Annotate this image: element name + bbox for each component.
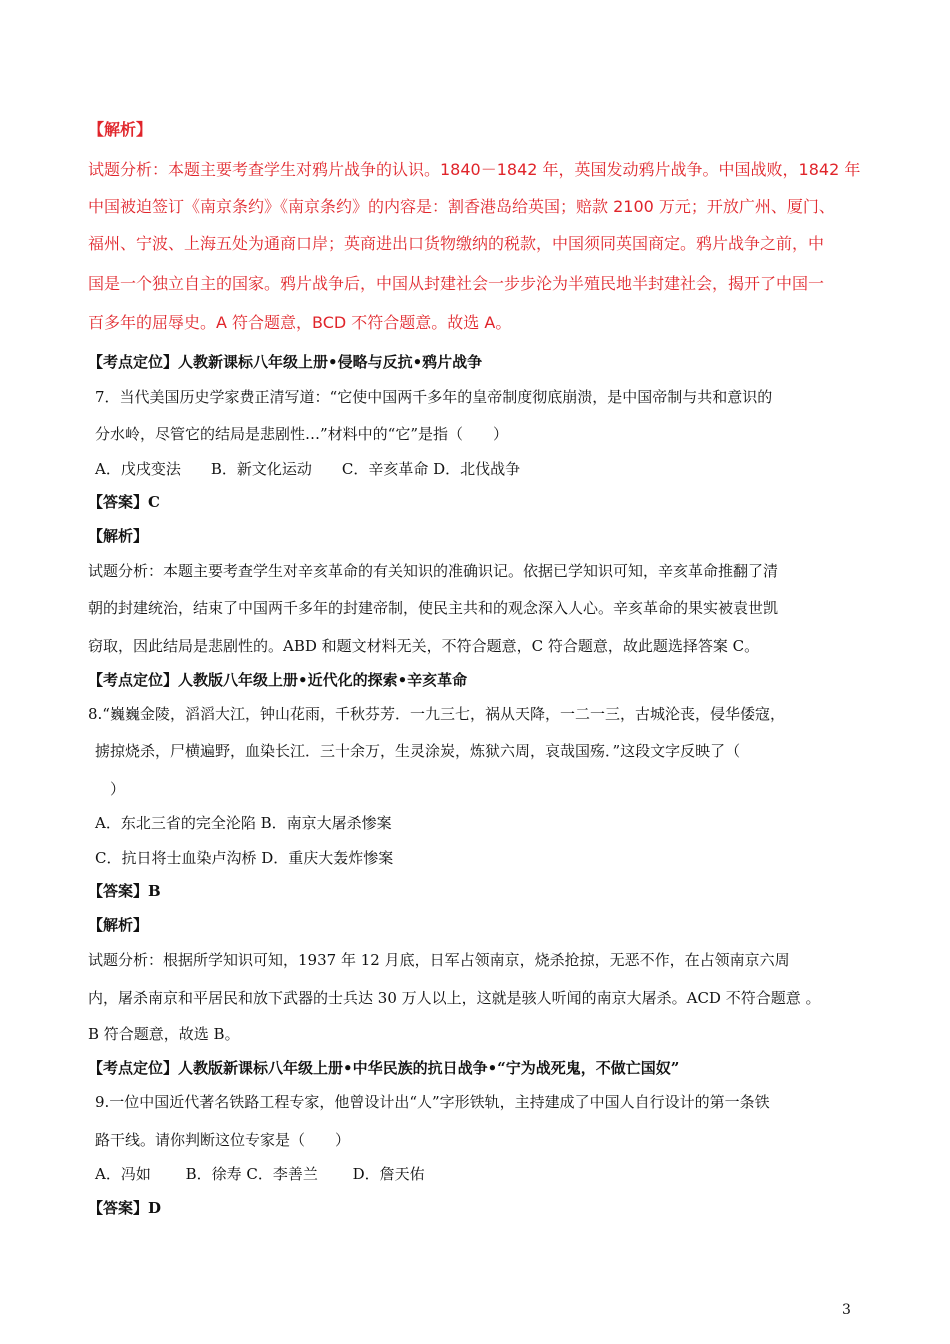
q8-analysis-line-1: 试题分析：根据所学知识可知，1937 年 12 月底，日军占领南京，烧杀抢掠，无恶不作，在占领南京六周 <box>88 951 790 969</box>
q6-kaodian: 【考点定位】人教新课标八年级上册•侵略与反抗•鸦片战争 <box>88 353 483 371</box>
q6-analysis-line-2: 中国被迫签订《南京条约》《南京条约》的内容是：割香港岛给英国；赔款 2100 万元；开放广州、厦门、 <box>88 197 835 216</box>
q9-options: A．冯如 B．徐寿 C．李善兰 D．詹天佑 <box>95 1165 425 1183</box>
q8-stem-line-2: 掳掠烧杀，尸横遍野，血染长江．三十余万，生灵涂炭，炼狱六周，哀哉国殇．”这段文字反映了（ <box>95 742 741 760</box>
q7-answer: 【答案】C <box>88 493 160 511</box>
q7-analysis-header: 【解析】 <box>88 527 149 545</box>
q8-option-line-2: C．抗日将士血染卢沟桥 D．重庆大轰炸惨案 <box>95 849 394 867</box>
q8-analysis-line-2: 内，屠杀南京和平居民和放下武器的士兵达 30 万人以上，这就是骇人听闻的南京大屠杀。ACD 不符合题意 。 <box>88 989 821 1007</box>
q7-analysis-line-2: 朝的封建统治，结束了中国两千多年的封建帝制，使民主共和的观念深入人心。辛亥革命的果实被袁世凯 <box>88 599 779 617</box>
q8-analysis-header: 【解析】 <box>88 916 149 934</box>
q8-stem-line-1: 8.“巍巍金陵，滔滔大江，钟山花雨，千秋芬芳．一九三七，祸从天降，一二一三，古城沦丧，侵华倭寇， <box>88 705 785 723</box>
q9-answer: 【答案】D <box>88 1199 162 1217</box>
q6-analysis-line-3: 福州、宁波、上海五处为通商口岸；英商进出口货物缴纳的税款，中国须同英国商定。鸦片战争之前，中 <box>88 234 825 253</box>
q7-stem-line-1: 7．当代美国历史学家费正清写道：“它使中国两千多年的皇帝制度彻底崩溃，是中国帝制与共和意识的 <box>95 388 773 406</box>
q8-analysis-line-3: B 符合题意，故选 B。 <box>88 1025 240 1043</box>
q7-analysis-line-3: 窃取，因此结局是悲剧性的。ABD 和题文材料无关，不符合题意，C 符合题意，故此题选择答案 C。 <box>88 637 760 655</box>
q6-analysis-line-1: 试题分析：本题主要考查学生对鸦片战争的认识。1840－1842 年，英国发动鸦片战争。中国战败，1842 年 <box>88 160 861 179</box>
q6-analysis-line-4: 国是一个独立自主的国家。鸦片战争后，中国从封建社会一步步沦为半殖民地半封建社会，揭开了中国一 <box>88 274 825 293</box>
page-number: 3 <box>842 1302 851 1318</box>
q8-option-line-1: A．东北三省的完全沦陷 B．南京大屠杀惨案 <box>95 814 392 832</box>
q8-kaodian: 【考点定位】人教版新课标八年级上册•中华民族的抗日战争•“宁为战死鬼，不做亡国奴” <box>88 1059 680 1077</box>
q7-stem-line-2: 分水岭，尽管它的结局是悲剧性…”材料中的“它”是指（ ） <box>95 425 509 443</box>
q8-answer: 【答案】B <box>88 882 161 900</box>
q6-analysis-line-5: 百多年的屈辱史。A 符合题意，BCD 不符合题意。故选 A。 <box>88 313 512 332</box>
q9-stem-line-1: 9.一位中国近代著名铁路工程专家，他曾设计出“人”字形铁轨，主持建成了中国人自行设计的第一条铁 <box>95 1093 770 1111</box>
q8-stem-line-3: ） <box>110 780 126 798</box>
q7-options: A．戊戌变法 B．新文化运动 C．辛亥革命 D．北伐战争 <box>95 460 521 478</box>
q7-analysis-line-1: 试题分析：本题主要考查学生对辛亥革命的有关知识的准确识记。依据已学知识可知，辛亥革命推翻了清 <box>88 562 779 580</box>
analysis-header-q6: 【解析】 <box>88 120 153 139</box>
q7-kaodian: 【考点定位】人教版八年级上册•近代化的探索•辛亥革命 <box>88 671 468 689</box>
q9-stem-line-2: 路干线。请你判断这位专家是（ ） <box>95 1131 351 1149</box>
